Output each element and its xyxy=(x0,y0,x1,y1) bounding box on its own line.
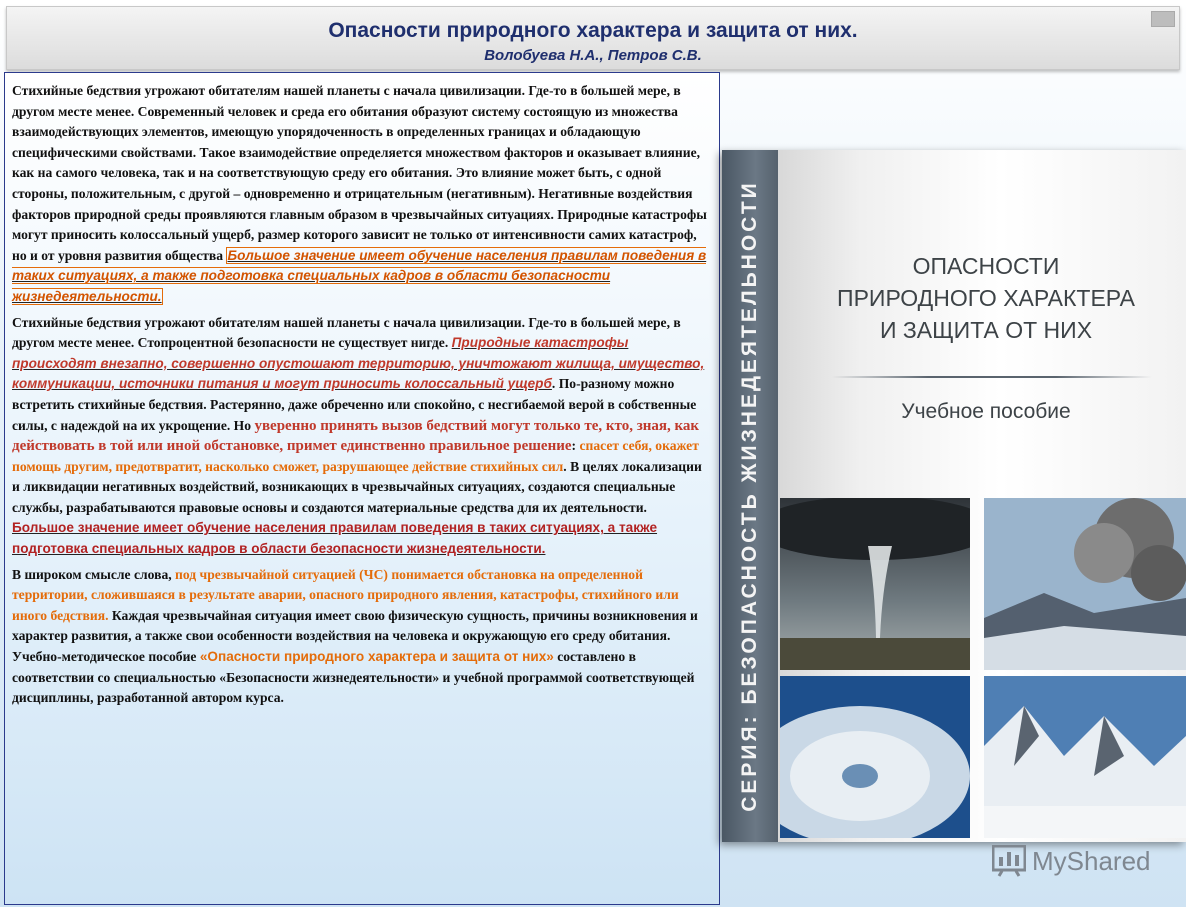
book-title-line-1: ОПАСНОСТИ xyxy=(912,253,1060,279)
paragraph-3-text-b: Каждая чрезвычайная ситуация имеет свою физическую сущность, причины возникновения и характер развития, а также свои особенности воздействия на человека и окружающую его среду обитания. Учебно-методическое пособие xyxy=(12,607,698,665)
slide-header xyxy=(6,6,1180,70)
paragraph-2-text-b: . По-разному можно встретить стихийные бедствия. Растерянно, даже обреченно или спокойно, с несгибаемой верой в собственные силы, с надеждой на их укрощение. Но xyxy=(12,376,697,433)
header-corner-decoration xyxy=(1151,11,1175,27)
paragraph-2 xyxy=(12,313,707,560)
paragraph-2-highlight-2: Большое значение имеет обучение населения правилам поведения в таких ситуациях, а также подготовка специальных кадров в области безопасности жизнедеятельности. xyxy=(12,520,658,557)
paragraph-1-highlight: Большое значение имеет обучение населения правилам поведения в таких ситуациях, а также подготовка специальных кадров в области безопасности жизнедеятельности. xyxy=(12,247,707,304)
book-cover-divider xyxy=(832,376,1152,378)
paragraph-2-highlight: Природные катастрофы происходят внезапно, совершенно опустошают территорию, уничтожают жилища, имущество, коммуникации, источники питания и могут приносить колоссальный ущерб xyxy=(12,335,705,392)
paragraph-1-text: Стихийные бедствия угрожают обитателям нашей планеты с начала цивилизации. Где-то в большей мере, в другом месте менее. Современный человек и среда его обитания образуют систему состоящую из множества взаимодействующих элементов, имеющую упорядоченность в определенных границах и обладающую специфическими свойствами. Такое взаимодействие определяется множеством факторов и оказывает влияние, как на самого человека, так и на соответствующую среду его обитания. Это влияние может быть, с одной стороны, положительным, с другой – одновременно и отрицательным (негативным). Негативные воздействия факторов природной среды проявляются главным образом в чрезвычайных ситуациях. Природные катастрофы могут приносить колоссальный ущерб, размер которого зависит не только от интенсивности самих катастроф, но и от уровня развития общества xyxy=(12,83,707,263)
book-spine xyxy=(722,150,778,842)
paragraph-2-text-c: : xyxy=(571,438,580,454)
hurricane-photo xyxy=(780,676,970,838)
book-cover xyxy=(722,150,1186,842)
book-cover-subtitle: Учебное пособие xyxy=(901,400,1071,423)
book-cover-title xyxy=(786,250,1186,346)
book-title-line-2: ПРИРОДНОГО ХАРАКТЕРА xyxy=(837,285,1135,311)
mountains-photo xyxy=(984,676,1186,838)
watermark xyxy=(992,842,1172,882)
slide-authors: Волобуева Н.А., Петров С.В. xyxy=(484,47,702,64)
book-title-line-3: И ЗАЩИТА ОТ НИХ xyxy=(879,317,1093,343)
volcano-photo xyxy=(984,498,1186,670)
paragraph-2-orange: спасет себя, окажет помощь другим, предотвратит, насколько сможет, разрушающее действие стихийных сил xyxy=(12,438,699,474)
paragraph-2-red: уверенно принять вызов бедствий могут только те, кто, зная, как действовать в той или иной обстановке, примет единственно правильное решение xyxy=(12,417,700,455)
paragraph-3-text-a: В широком смысле слова, xyxy=(12,566,176,582)
paragraph-2-text-a: Стихийные бедствия угрожают обитателям нашей планеты с начала цивилизации. Где-то в большей мере, в другом месте менее. Стопроцентной безопасности не существует нигде. xyxy=(12,314,681,351)
paragraph-3-text-c: составлено в соответствии со специальностью «Безопасности жизнедеятельности» и учебной программой соответствующей дисциплины, разработанной автором курса. xyxy=(12,649,695,706)
paragraph-3 xyxy=(12,565,707,709)
slide-title: Опасности природного характера и защита от них. xyxy=(328,19,858,42)
myshared-logo-icon xyxy=(992,845,1026,877)
paragraph-3-orange: под чрезвычайной ситуацией (ЧС) понимается обстановка на определенной территории, сложившаяся в результате аварии, опасного природного явления, катастрофы, стихийного или иного бедствия. xyxy=(12,566,679,623)
watermark-text: MyShared xyxy=(1032,846,1151,876)
paragraph-1 xyxy=(12,81,707,308)
main-text-box xyxy=(4,72,720,905)
tornado-photo xyxy=(780,498,970,670)
paragraph-2-text-d: . В целях локализации и ликвидации негативных воздействий, возникающих в чрезвычайных ситуациях, создаются специальные службы, разрабатываются правовые основы и создаются материальные средства для их деятельности. xyxy=(12,458,702,515)
book-spine-series: СЕРИЯ: БЕЗОПАСНОСТЬ ЖИЗНЕДЕЯТЕЛЬНОСТИ xyxy=(738,180,761,812)
paragraph-3-book-title: «Опасности природного характера и защита от них» xyxy=(199,649,554,665)
